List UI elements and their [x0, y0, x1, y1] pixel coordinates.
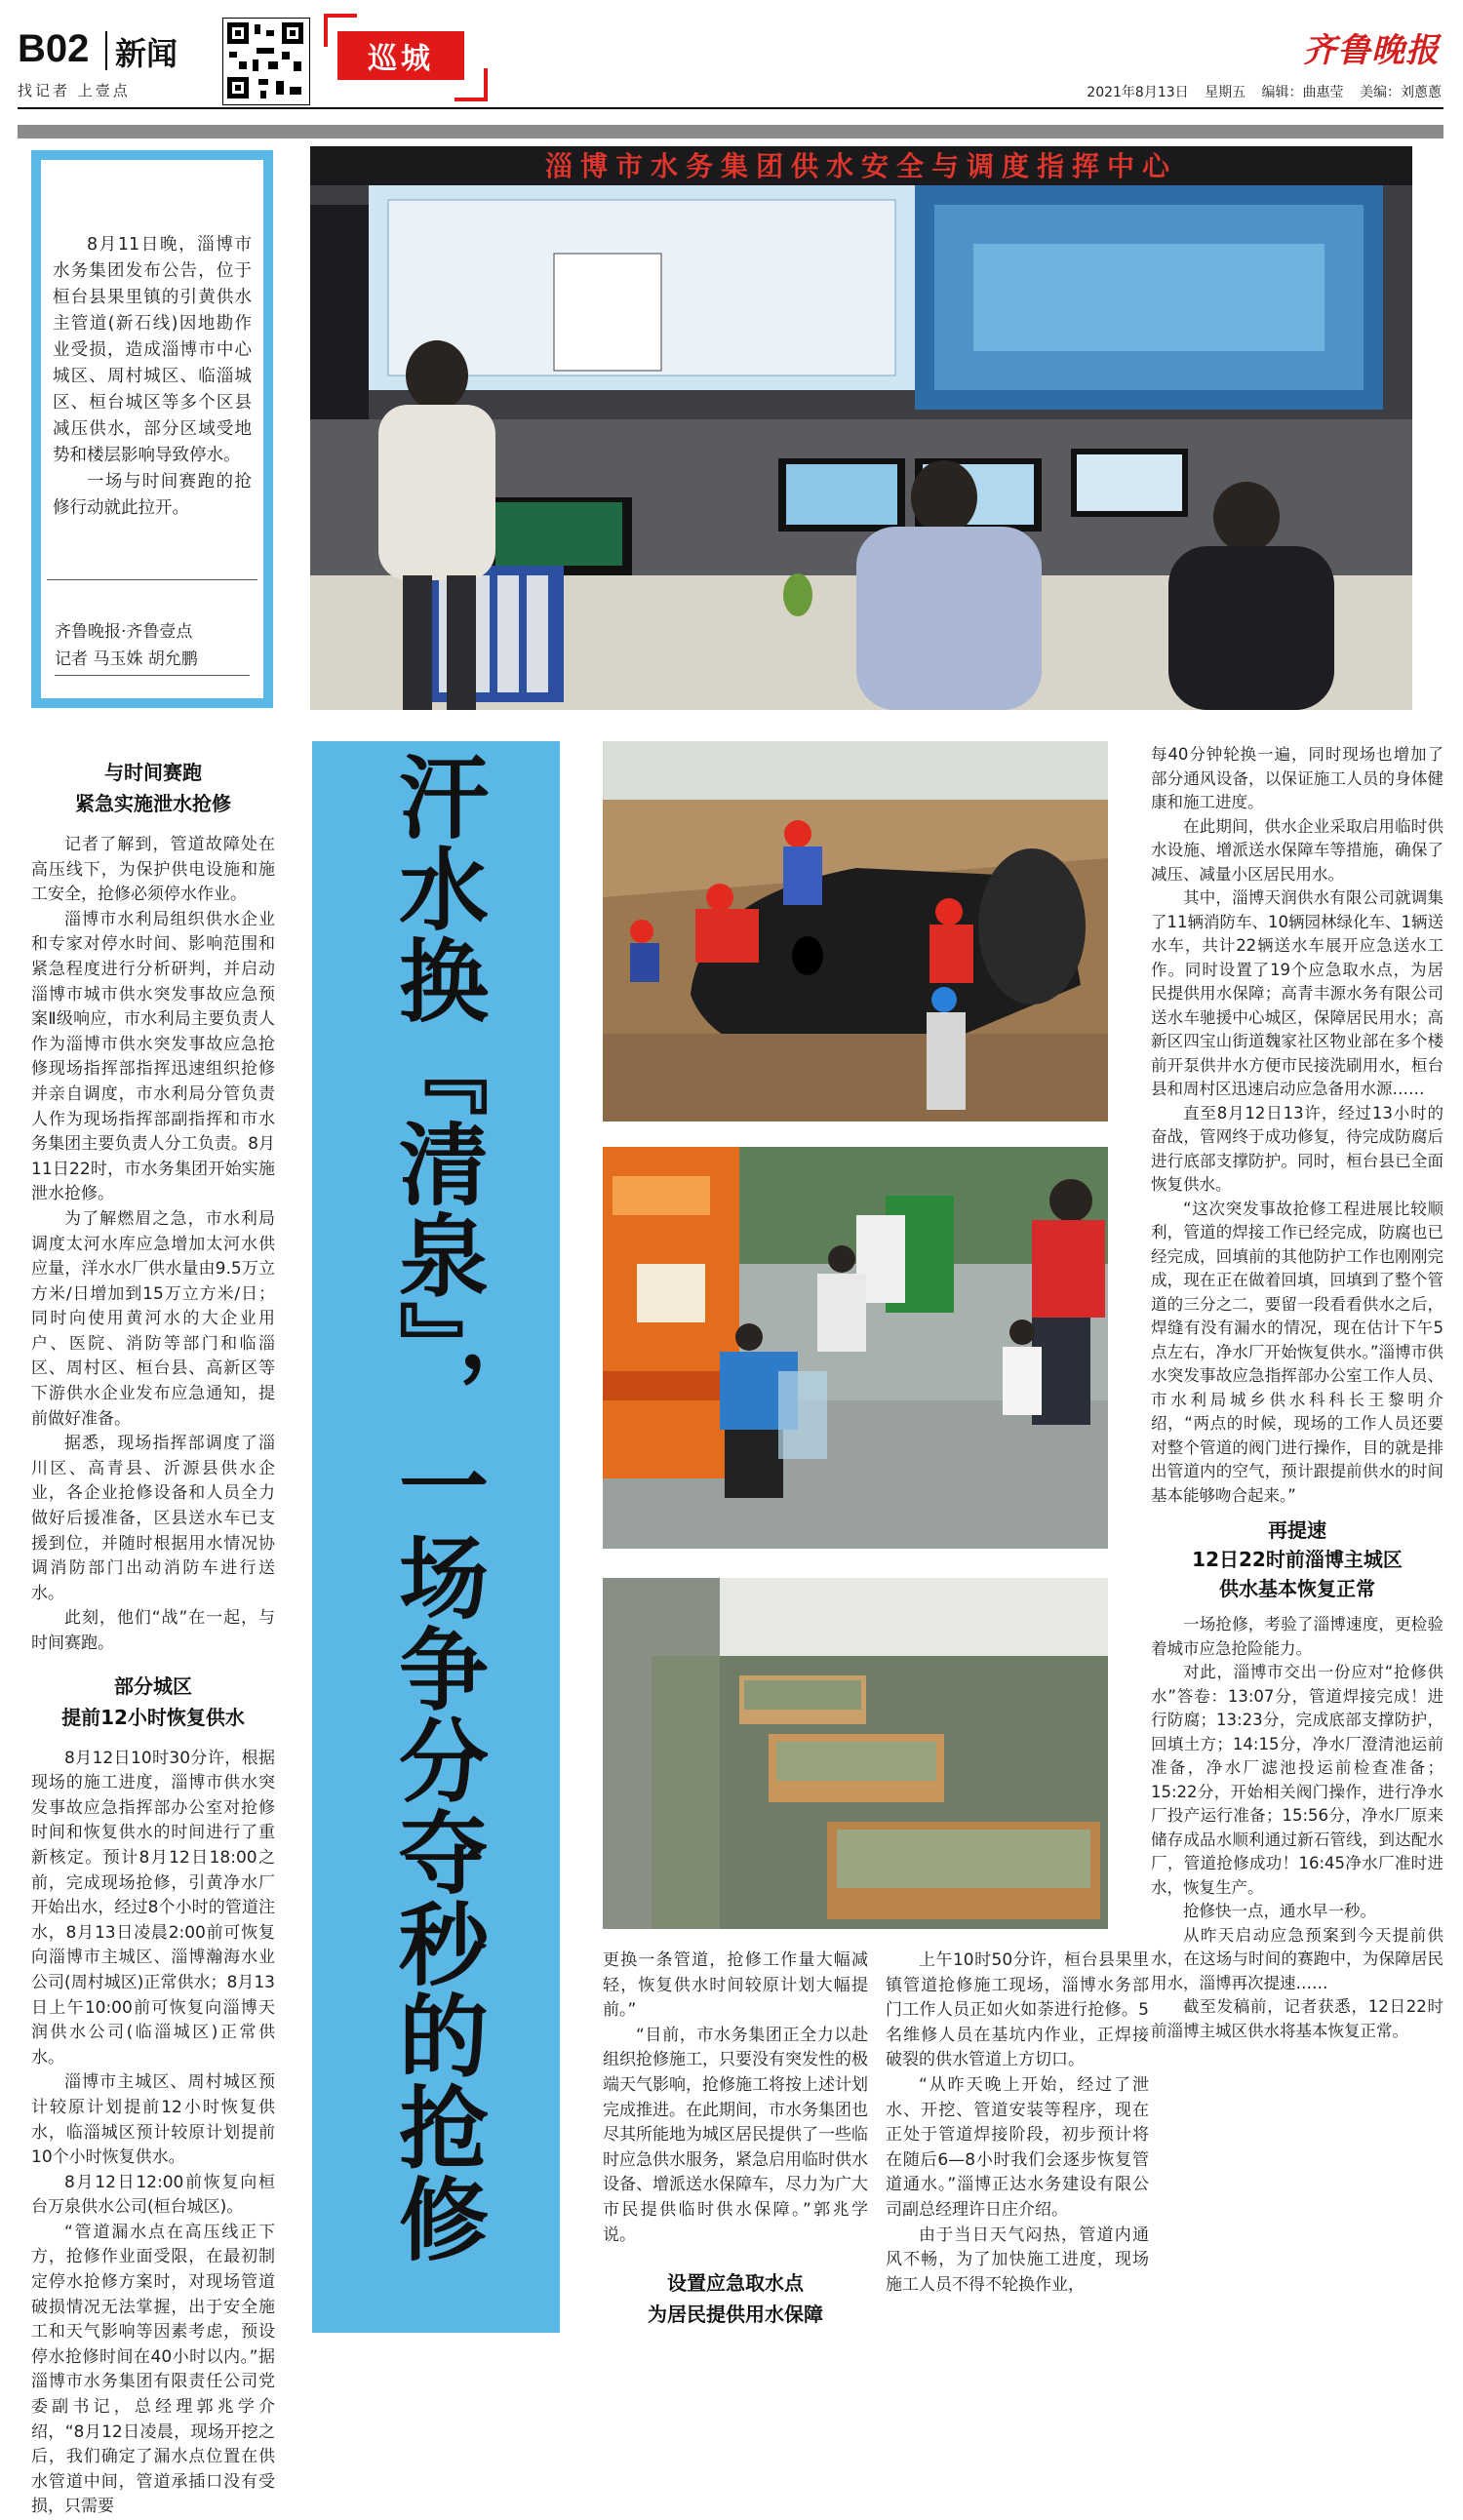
intro-paragraph: 一场与时间赛跑的抢修行动就此拉开。	[53, 472, 252, 518]
subheading: 部分城区	[114, 1673, 192, 1698]
paragraph: “管道漏水点在高压线正下方，抢修作业面受限，在最初制定停水抢修方案时，对现场管道破损情况无法掌握，出于安全施工和天气影响等因素考虑，预设停水抢修时间在40小时以内。”据淄博市水务集团有限责任公司党委副书记，总经理郭兆学介绍，“8月12日凌晨，现场开挖之后，我们确定了漏水点位置在供水管道中间，管道承插口没有受损，只需要	[31, 2222, 275, 2517]
paragraph: 抢修快一点，通水早一秒。	[1183, 1902, 1376, 1920]
paragraph: 对此，淄博市交出一份应对“抢修供水”答卷：13:07分，管道焊接完成！进行防腐；13:23分，完成底部支撑防护，回填土方；14:15分，净水厂澄清池运前准备，净水厂滤池投运前检查准备；15:22分，开始相关阀门操作，进行净水厂投产运行准备；15:56分，净水厂原来储存成品水顺利通过新石管线，到达配水厂，管道抢修成功！16:45净水厂准时进水，恢复生产。	[1151, 1663, 1443, 1897]
paragraph: “目前，市水务集团正全力以赴组织抢修施工，只要没有突发性的极端天气影响，抢修施工将按上述计划完成推进。在此期间，市水务集团也尽其所能地为城区居民提供了一些临时应急供水服务，紧急启用临时供水设备、增派送水保障车，尽力为广大市民提供临时供水保障。”郭兆学说。	[603, 2025, 868, 2245]
subheading: 再提速	[1268, 1518, 1326, 1542]
column-5	[1151, 743, 1443, 2043]
section-name: 新闻	[115, 35, 178, 72]
paragraph: 8月12日12:00前恢复向桓台万泉供水公司(桓台城区)。	[31, 2172, 275, 2218]
control-room-banner: 淄博市水务集团供水安全与调度指挥中心	[544, 150, 1178, 182]
paragraph: 在此期间，供水企业采取启用临时供水设施、增派送水保障车等措施，确保了减压、减量小区居民用水。	[1151, 816, 1443, 884]
paragraph: 淄博市主城区、周村城区预计较原计划提前12小时恢复供水，临淄城区预计较原计划提前10个小时恢复供水。	[31, 2072, 275, 2168]
issue-designer: 美编：刘蔥蔥	[1360, 85, 1442, 100]
paragraph: 从昨天启动应急预案到今天提前供水，在这场与时间的赛跑中，为保障居民用水，淄博再次提速……	[1151, 1925, 1443, 1992]
slogan: 找记者 上壹点	[18, 82, 131, 99]
paragraph: 上午10时50分许，桓台县果里镇管道抢修施工现场，淄博水务部门工作人员正如火如荼进行抢修。5名维修人员在基坑内作业，正焊接破裂的供水管道上方切口。	[886, 1950, 1149, 2070]
issue-date: 2021年8月13日	[1087, 85, 1189, 100]
paragraph: 由于当日天气闷热，管道内通风不畅，为了加快施工进度，现场施工人员不得不轮换作业，	[886, 2225, 1149, 2295]
header-gray-bar	[18, 125, 1443, 138]
paragraph: 更换一条管道，抢修工作量大幅减轻，恢复供水时间较原计划大幅提前。”	[603, 1950, 868, 2021]
paragraph: 据悉，现场指挥部调度了淄川区、高青县、沂源县供水企业，各企业抢修设备和人员全力做好后援准备，区县送水车已支援到位，并随时根据用水情况协调消防部门出动消防车进行送水。	[31, 1434, 275, 1603]
byline	[55, 618, 198, 673]
paragraph: 此刻，他们“战”在一起，与时间赛跑。	[31, 1608, 275, 1653]
issue-editor: 编辑：曲惠莹	[1261, 85, 1344, 100]
paragraph: 8月12日10时30分许，根据现场的施工进度，淄博市供水突发事故应急指挥部办公室对抢修时间和恢复供水的时间进行了重新核定。预计8月12日18:00之前，完成现场抢修，引黄净水厂开始出水，经过8个小时的管道注水，8月13日凌晨2:00前可恢复向淄博市主城区、淄博瀚海水业公司(周村城区)正常供水；8月13日上午10:00前可恢复向淄博天润供水公司(临淄城区)正常供水。	[31, 1748, 275, 2067]
column-3	[603, 1949, 868, 2330]
paragraph: 其中，淄博天润供水有限公司就调集了11辆消防车、10辆园林绿化车、1辆送水车，共计22辆送水车展开应急送水工作。同时设置了19个应急取水点，为居民提供用水保障；高青丰源水务有限公司送水车驰援中心城区，保障居民用水；高新区四宝山街道魏家社区物业部在多个楼前开泵供井水方便市民接洗刷用水，桓台县和周村区迅速启动应急备用水源……	[1151, 888, 1443, 1098]
issue-weekday: 星期五	[1205, 85, 1246, 100]
column-4	[886, 1949, 1149, 2298]
paragraph: 为了解燃眉之急，市水利局调度太河水库应急增加太河水供应量，洋水水厂供水量由9.5万立方米/日增加到15万立方米/日；同时向使用黄河水的大企业用户、医院、消防等部门和临淄区、周村区、桓台县、高新区等下游供水企业发布应急通知，提前做好准备。	[31, 1208, 275, 1429]
headline: 汗水换『清泉』，一场争分夺秒的抢修	[384, 751, 489, 2264]
intro-rule	[55, 675, 250, 676]
column-tag-label: 巡城	[337, 31, 464, 80]
subheading: 12日22时前淄博主城区	[1192, 1548, 1403, 1571]
pipe-repair-photo	[603, 741, 1108, 1122]
subheading: 与时间赛跑	[104, 761, 202, 784]
issue-meta	[1075, 82, 1442, 101]
column-1	[31, 757, 275, 2520]
paragraph: 淄博市水利局组织供水企业和专家对停水时间、影响范围和紧急程度进行分析研判，并启动淄博市城市供水突发事故应急预案Ⅱ级响应，市水利局主要负责人作为淄博市供水突发事故应急抢修现场指挥部指挥迅速组织抢修并亲自调度，市水利局分管负责人作为现场指挥部副指挥和市水务集团主要负责人分工负责。8月11日22时，市水务集团开始实施泄水抢修。	[31, 909, 275, 1204]
paragraph: “从昨天晚上开始，经过了泄水、开挖、管道安装等程序，现在正处于管道焊接阶段，初步预计将在随后6—8小时我们会逐步恢复管道通水。”淄博正达水务建设有限公司副总经理许日庄介绍。	[886, 2074, 1149, 2220]
subheading: 提前12小时恢复供水	[61, 1705, 245, 1729]
page-number: B02	[18, 27, 90, 70]
paragraph: 直至8月12日13许，经过13小时的奋战，管网终于成功修复，待完成防腐后进行底部支撑防护。同时，桓台县已全面恢复供水。	[1151, 1103, 1443, 1194]
byline-outlet: 齐鲁晚报·齐鲁壹点	[55, 622, 193, 642]
qr-code[interactable]	[222, 18, 310, 105]
paragraph: 截至发稿前，记者获悉，12日22时前淄博主城区供水将基本恢复正常。	[1151, 1997, 1443, 2040]
paragraph: 每40分钟轮换一遍，同时现场也增加了部分通风设备，以保证施工人员的身体健康和施工进度。	[1151, 745, 1443, 811]
subheading: 为居民提供用水保障	[648, 2303, 823, 2327]
intro-rule	[47, 579, 257, 580]
paragraph: “这次突发事故抢修工程进展比较顺利，管道的焊接工作已经完成，防腐也已经完成，回填前的其他防护工作也刚刚完成，现在正在做着回填，回填到了整个管道的三分之二，要留一段看看供水之后，焊缝有没有漏水的情况，现在估计下午5点左右，净水厂开始恢复供水。”淄博市供水突发事故应急指挥部办公室工作人员、市水利局城乡供水科科长王黎明介绍，“两点的时候，现场的工作人员还要对整个管道的阀门进行操作，目的就是排出管道内的空气，预计跟提前供水的时间基本能够吻合起来。”	[1151, 1199, 1443, 1505]
paragraph: 一场抢修，考验了淄博速度，更检验着城市应急抢险能力。	[1151, 1615, 1443, 1658]
intro-box	[31, 150, 273, 708]
water-collection-photo	[603, 1147, 1108, 1549]
treatment-basin-photo	[603, 1578, 1108, 1929]
intro-text	[53, 232, 252, 522]
intro-paragraph: 8月11日晚，淄博市水务集团发布公告，位于桓台县果里镇的引黄供水主管道(新石线)因地勘作业受损，造成淄博市中心城区、周村城区、临淄城区、桓台城区等多个区县减压供水，部分区域受地势和楼层影响导致停水。	[53, 235, 252, 465]
newspaper-logo: 齐鲁晚报	[1303, 31, 1440, 70]
header-rule	[18, 107, 1443, 109]
subheading: 紧急实施泄水抢修	[75, 792, 231, 815]
byline-reporters: 记者 马玉姝 胡允鹏	[55, 650, 198, 669]
headline-bar	[312, 741, 560, 2333]
paragraph: 记者了解到，管道故障处在高压线下，为保护供电设施和施工安全，抢修必须停水作业。	[31, 835, 275, 905]
subheading: 设置应急取水点	[667, 2271, 804, 2296]
column-tag	[324, 14, 488, 101]
subheading: 供水基本恢复正常	[1219, 1577, 1375, 1600]
header-divider	[105, 31, 107, 70]
control-room-photo	[310, 146, 1412, 710]
